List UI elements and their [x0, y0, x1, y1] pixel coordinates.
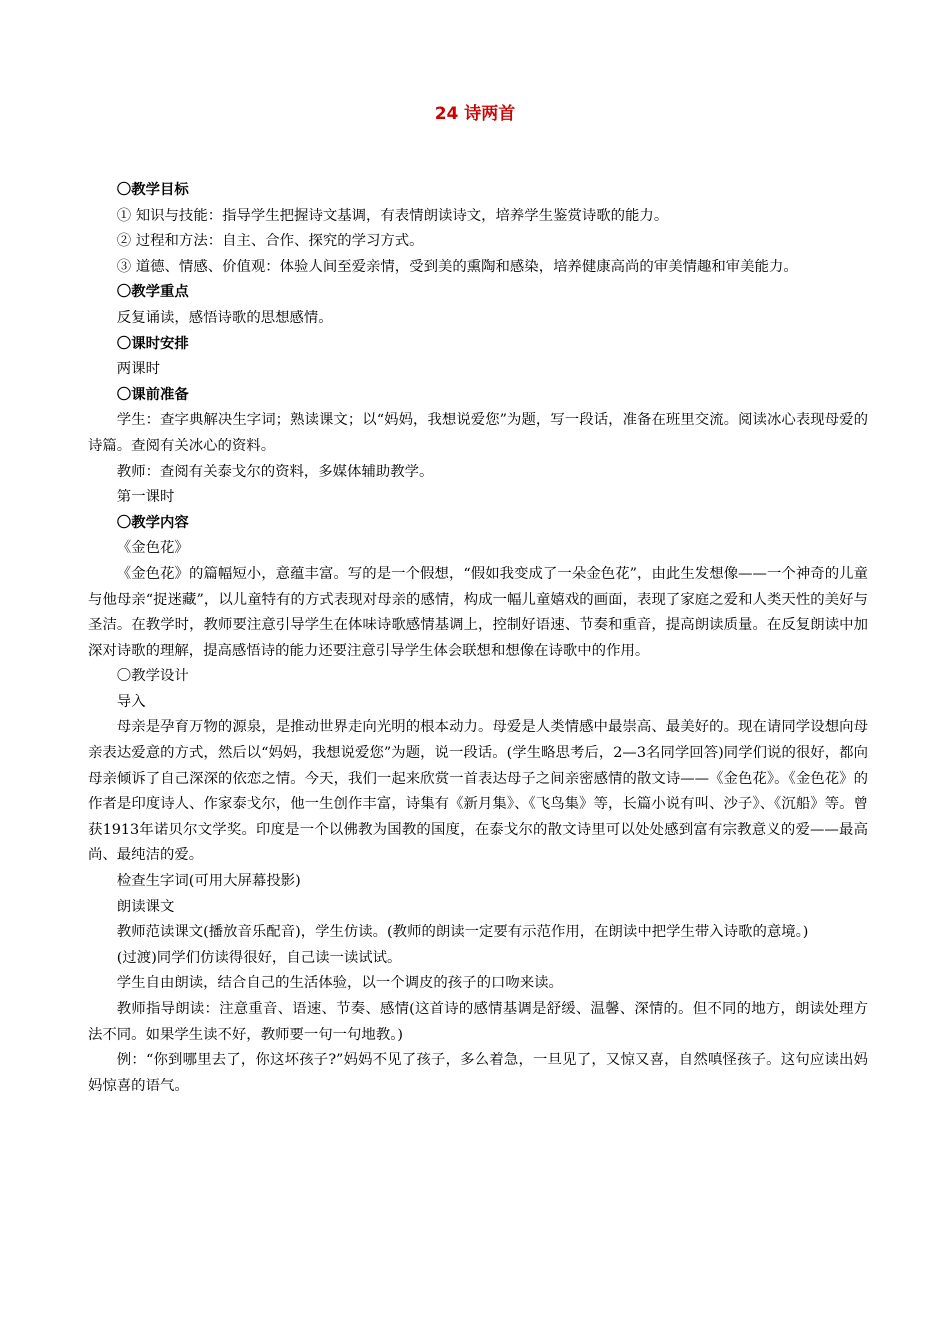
focus-heading: 〇教学重点 [116, 284, 189, 301]
read-label: 朗读课文 [116, 898, 175, 915]
schedule-text: 两课时 [116, 361, 160, 378]
objectives-heading: 〇教学目标 [116, 182, 189, 198]
design-heading: 〇教学设计 [116, 668, 189, 685]
content-heading: 〇教学内容 [116, 514, 189, 531]
read-model: 教师范读课文(播放音乐配音)，学生仿读。(教师的朗读一定要有示范作用，在朗读中把学生带入诗歌的意境。) [116, 924, 809, 941]
first-lesson-label: 第一课时 [116, 489, 175, 506]
objective-2: ② 过程和方法：自主、合作、探究的学习方式。 [116, 233, 424, 250]
schedule-heading: 〇课时安排 [116, 335, 189, 352]
check-words: 检查生字词(可用大屏幕投影) [116, 873, 301, 890]
document-title: 24 诗两首 [434, 104, 516, 124]
objective-1: ① 知识与技能：指导学生把握诗文基调，有表情朗读诗文，培养学生鉴赏诗歌的能力。 [116, 207, 669, 224]
prep-heading: 〇课前准备 [116, 386, 189, 403]
poem-intro: 《金色花》的篇幅短小，意蕴丰富。写的是一个假想，“假如我变成了一朵金色花”，由此生发想像——一个神奇的儿童与他母亲“捉迷藏”，以儿童特有的方式表现对母亲的感情，构成一幅儿童嬉戏的画面，表现了家庭之爱和人类天性的美好与圣洁。在教学时，教师要注意引导学生在体味诗歌感情基调上，控制好语速、节奏和重音，提高朗读质量。在反复朗读中加深对诗歌的理解，提高感悟诗的能力还要注意引导学生体会联想和想像在诗歌中的作用。 [88, 565, 868, 659]
poem-title: 《金色花》 [116, 540, 189, 557]
guided-reading: 教师指导朗读：注意重音、语速、节奏、感情(这首诗的感情基调是舒缓、温馨、深情的。但不同的地方，朗读处理方法不同。如果学生读不好，教师要一句一句地教。) [88, 1001, 868, 1043]
intro-text: 母亲是孕育万物的源泉，是推动世界走向光明的根本动力。母爱是人类情感中最崇高、最美好的。现在请同学设想向母亲表达爱意的方式，然后以“妈妈，我想说爱您”为题，说一段话。(学生略思考后，2—3名同学回答)同学们说的很好，都向母亲倾诉了自己深深的依恋之情。今天，我们一起来欣赏一首表达母子之间亲密感情的散文诗——《金色花》。《金色花》的作者是印度诗人、作家泰戈尔，他一生创作丰富，诗集有《新月集》、《飞鸟集》等，长篇小说有叫、沙子》、《沉船》等。曾获1913年诺贝尔文学奖。印度是一个以佛教为国教的国度，在泰戈尔的散文诗里可以处处感到富有宗教意义的爱——最高尚、最纯洁的爱。 [88, 719, 868, 864]
prep-student: 学生：查字典解决生字词；熟读课文；以“妈妈，我想说爱您”为题，写一段话，准备在班里交流。阅读冰心表现母爱的诗篇。查阅有关冰心的资料。 [88, 412, 868, 454]
prep-teacher: 教师：查阅有关泰戈尔的资料，多媒体辅助教学。 [116, 463, 434, 480]
free-reading: 学生自由朗读，结合自己的生活体验，以一个调皮的孩子的口吻来读。 [116, 975, 563, 992]
transition-text: (过渡)同学们仿读得很好，自己读一读试试。 [116, 949, 402, 966]
document-body [88, 178, 868, 1099]
focus-text: 反复诵读，感悟诗歌的思想感情。 [116, 309, 333, 326]
example-text: 例：“你到哪里去了，你这坏孩子?”妈妈不见了孩子，多么着急，一旦见了，又惊又喜，自然嗔怪孩子。这句应读出妈妈惊喜的语气。 [88, 1052, 868, 1094]
intro-label: 导入 [116, 693, 146, 710]
objective-3: ③ 道德、情感、价值观：体验人间至爱亲情，受到美的熏陶和感染，培养健康高尚的审美情趣和审美能力。 [116, 258, 798, 275]
